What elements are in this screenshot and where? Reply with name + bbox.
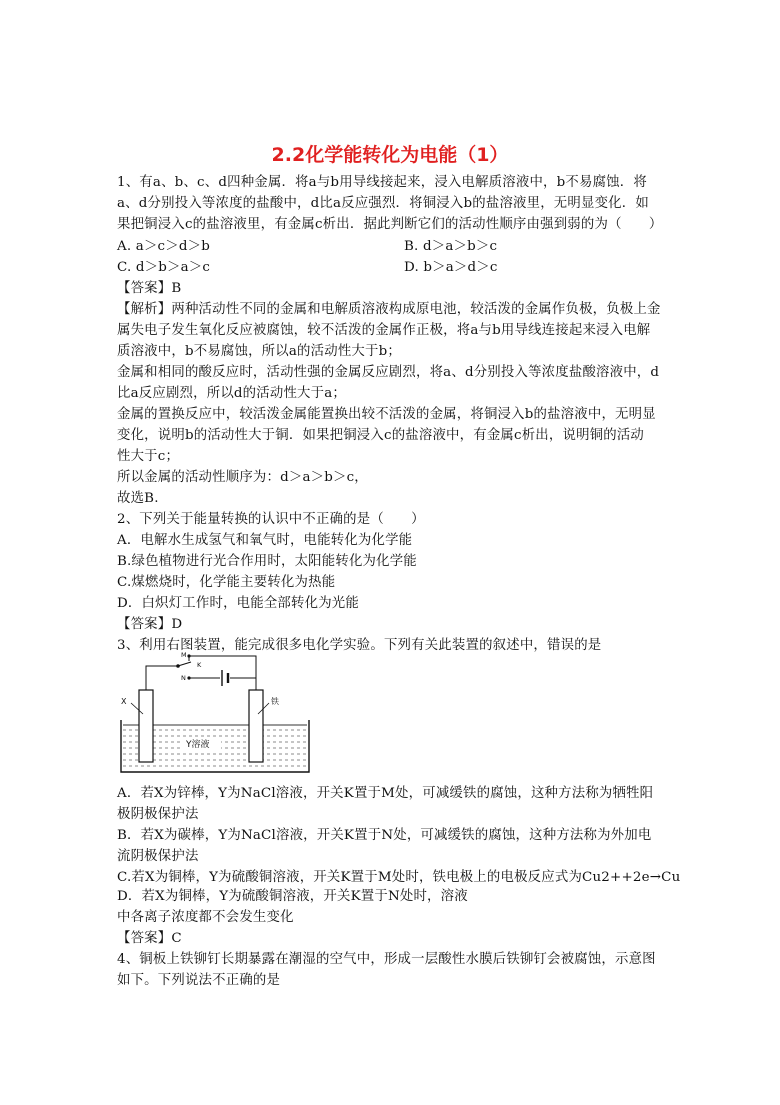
label-y-solution: Y溶液 bbox=[186, 740, 210, 750]
q1-option-a: A. a＞c＞d＞b bbox=[117, 239, 210, 254]
label-n: N bbox=[181, 674, 186, 682]
q1-analysis-line: 金属的置换反应中，较活泼金属能置换出较不活泼的金属，将铜浸入b的盐溶液中，无明显 bbox=[117, 407, 656, 422]
label-iron: 铁 bbox=[271, 697, 279, 706]
q1-analysis-line: 所以金属的活动性顺序为：d＞a＞b＞c， bbox=[117, 470, 368, 485]
q4-line: 4、铜板上铁铆钉长期暴露在潮湿的空气中，形成一层酸性水膜后铁铆钉会被腐蚀，示意图 bbox=[117, 952, 656, 967]
q1-analysis-line: 变化，说明b的活动性大于铜．如果把铜浸入c的盐溶液中，有金属c析出，说明铜的活动 bbox=[117, 428, 645, 443]
q3-option-b-cont: 流阴极保护法 bbox=[117, 849, 199, 864]
q1-analysis-line: 【解析】两种活动性不同的金属和电解质溶液构成原电池，较活泼的金属作负极，负极上金 bbox=[117, 302, 661, 317]
q2-option-c: C.煤燃烧时，化学能主要转化为热能 bbox=[117, 575, 336, 590]
q3-answer: 【答案】C bbox=[117, 931, 182, 946]
q2-stem: 2、下列关于能量转换的认识中不正确的是（ ） bbox=[117, 512, 425, 527]
q1-analysis-line: 故选B. bbox=[117, 491, 159, 506]
q1-option-d: D. b＞a＞d＞c bbox=[404, 260, 498, 275]
electrode-x bbox=[139, 690, 153, 762]
q2-answer: 【答案】D bbox=[117, 617, 183, 632]
q1-line: 1、有a、b、c、d四种金属．将a与b用导线接起来，浸入电解质溶液中，b不易腐蚀．将 bbox=[117, 175, 647, 190]
q1-option-c: C. d＞b＞a＞c bbox=[117, 260, 211, 275]
q3-option-d-cont: 中各离子浓度都不会发生变化 bbox=[117, 910, 294, 925]
q2-option-b: B.绿色植物进行光合作用时，太阳能转化为化学能 bbox=[117, 554, 417, 569]
q3-option-a-cont: 极阴极保护法 bbox=[117, 807, 199, 822]
label-m: M bbox=[181, 651, 187, 659]
q3-option-c: C.若X为铜棒，Y为硫酸铜溶液，开关K置于M处时，铁电极上的电极反应式为Cu2++2e→Cu bbox=[117, 870, 681, 885]
q1-analysis-line: 金属和相同的酸反应时，活动性强的金属反应剧烈，将a、d分别投入等浓度盐酸溶液中，d bbox=[117, 365, 660, 380]
wire-x bbox=[146, 666, 177, 690]
q3-option-b: B．若X为碳棒，Y为NaCl溶液，开关K置于N处，可减缓铁的腐蚀，这种方法称为外加电 bbox=[117, 828, 652, 843]
electrode-iron bbox=[249, 690, 263, 762]
q1-analysis-line: 性大于c； bbox=[117, 449, 180, 464]
q2-option-a: A．电解水生成氢气和氧气时，电能转化为化学能 bbox=[117, 533, 413, 548]
electrochemistry-apparatus-diagram bbox=[117, 648, 317, 778]
q3-stem: 3、利用右图装置，能完成很多电化学实验。下列有关此装置的叙述中，错误的是 bbox=[117, 638, 602, 653]
q1-line: a、d分别投入等浓度的盐酸中，d比a反应强烈．将铜浸入b的盐溶液里，无明显变化．如 bbox=[117, 196, 649, 211]
terminal-m bbox=[187, 654, 190, 657]
q2-option-d: D．白炽灯工作时，电能全部转化为光能 bbox=[117, 596, 359, 611]
q1-answer: 【答案】B bbox=[117, 281, 182, 296]
label-x: X bbox=[121, 697, 127, 706]
q1-line: 果把铜浸入c的盐溶液里，有金属c析出．据此判断它们的活动性顺序由强到弱的为（ ） bbox=[117, 217, 663, 232]
q3-option-a: A．若X为锌棒，Y为NaCl溶液，开关K置于M处，可减缓铁的腐蚀，这种方法称为牺牲阳 bbox=[117, 786, 654, 801]
q1-options-row bbox=[117, 238, 677, 256]
q1-analysis-line: 属失电子发生氧化反应被腐蚀，较不活泼的金属作正极，将a与b用导线连接起来浸入电解 bbox=[117, 323, 651, 338]
page-title: 2.2化学能转化为电能（1） bbox=[271, 144, 509, 166]
label-k: K bbox=[197, 661, 202, 669]
q1-analysis-line: 质溶液中，b不易腐蚀，所以a的活动性大于b； bbox=[117, 344, 401, 359]
q1-analysis-line: 比a反应剧烈，所以d的活动性大于a； bbox=[117, 386, 346, 401]
q3-option-d: D．若X为铜棒，Y为硫酸铜溶液，开关K置于N处时，溶液 bbox=[117, 889, 468, 904]
q4-line: 如下。下列说法不正确的是 bbox=[117, 973, 281, 988]
terminal-n bbox=[187, 676, 190, 679]
q1-option-b: B. d＞a＞b＞c bbox=[404, 239, 498, 254]
q1-options-row bbox=[117, 259, 677, 277]
switch-lever bbox=[178, 662, 191, 666]
